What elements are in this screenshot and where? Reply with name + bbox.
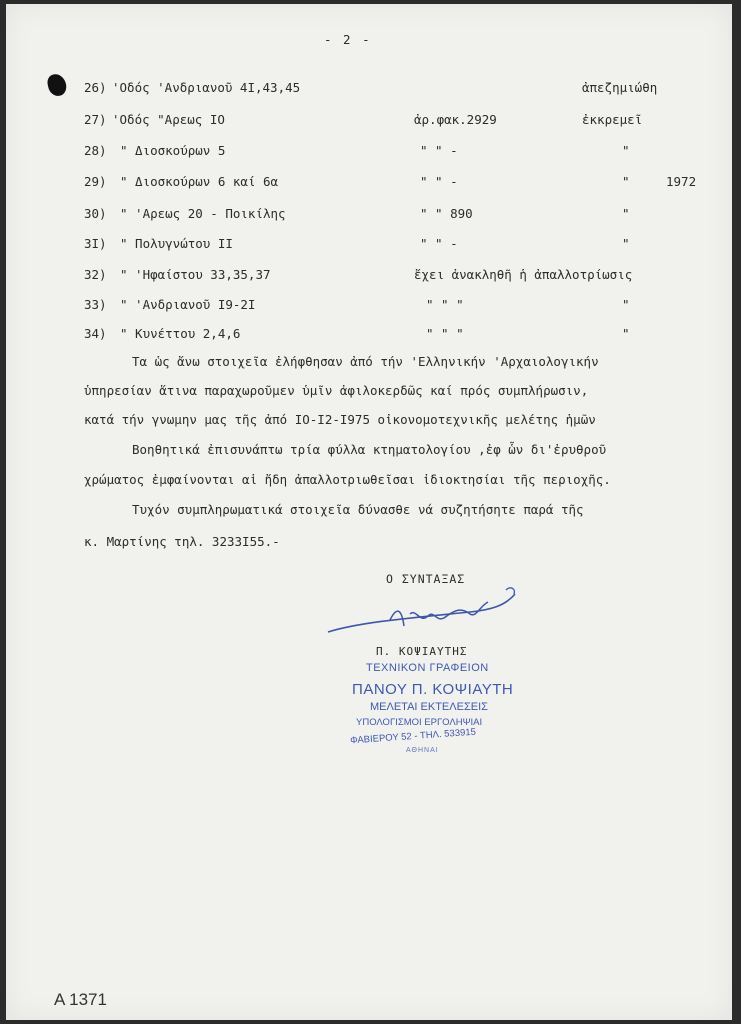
ink-blot [46, 72, 68, 97]
stamp-line: ΠΑΝΟΥ Π. ΚΟΨΙΑΥΤΗ [352, 681, 514, 698]
row-status: " [622, 297, 630, 312]
row-street: " Διοσκούρων 6 καί 6α [120, 174, 279, 189]
stamp-line: ΑΘΗΝΑΙ [406, 747, 439, 754]
row-status: ἐκκρεμεῖ [582, 112, 643, 127]
row-number: 34) [84, 326, 107, 341]
row-number: 30) [84, 206, 107, 221]
row-ref: " " " [426, 297, 464, 312]
row-ref: ἔχει ἀνακληθῆ ἡ ἀπαλλοτρίωσις [414, 267, 633, 282]
row-ref: " " 890 [420, 206, 473, 221]
row-street: " 'Αρεως 20 - Ποικίλης [120, 206, 286, 221]
row-ref: " " - [420, 143, 458, 158]
paragraph-line: χρώματος ἐμφαίνονται αἱ ἤδη ἀπαλλοτριωθεῖσαι ἰδιοκτησίαι τῆς περιοχῆς. [84, 472, 611, 487]
paragraph-line: Βοηθητικά ἐπισυνάπτω τρία φύλλα κτηματολογίου ,ἐφ ὧν δι'ἐρυθροῦ [132, 442, 607, 457]
row-number: 3Ι) [84, 236, 107, 251]
row-number: 29) [84, 174, 107, 189]
row-number: 33) [84, 297, 107, 312]
paragraph-line: ὑπηρεσίαν ἅτινα παραχωροῦμεν ὑμῖν ἀφιλοκερδῶς καί πρός συμπλήρωσιν, [84, 383, 589, 398]
row-street: " 'Ηφαίστου 33,35,37 [120, 267, 271, 282]
row-street: 'Οδός 'Ανδριανοῦ 4Ι,43,45 [112, 80, 301, 95]
paragraph-line: κατά τήν γνωμην μας τῆς ἀπό ΙΟ-Ι2-Ι975 οἰκονομοτεχνικῆς μελέτης ἡμῶν [84, 412, 596, 427]
row-number: 27) [84, 112, 107, 127]
row-ref: ἀρ.φακ.2929 [414, 112, 497, 127]
row-street: " Πολυγνώτου ΙΙ [120, 236, 233, 251]
signatory-name: Π. ΚΟΨΙΑΥΤΗΣ [376, 645, 468, 658]
handwritten-signature [320, 582, 530, 644]
row-number: 28) [84, 143, 107, 158]
row-status: " [622, 174, 630, 189]
row-status: " [622, 143, 630, 158]
row-street: 'Οδός "Αρεως ΙΟ [112, 112, 225, 127]
row-street: " Κυνέττου 2,4,6 [120, 326, 241, 341]
row-ref: " " " [426, 326, 464, 341]
paragraph-line: Τα ὡς ἄνω στοιχεῖα ἐλήφθησαν ἀπό τήν 'Ελληνικήν 'Αρχαιολογικήν [132, 354, 599, 369]
document-page [6, 4, 732, 1020]
row-status: " [622, 236, 630, 251]
row-street: " Διοσκούρων 5 [120, 143, 226, 158]
row-ref: " " - [420, 174, 458, 189]
stamp-line: ΜΕΛΕΤΑΙ ΕΚΤΕΛΕΣΕΙΣ [370, 701, 488, 713]
paragraph-line: κ. Μαρτίνης τηλ. 3233Ι55.- [84, 534, 280, 549]
page-number: - 2 - [324, 32, 372, 47]
stamp-line: ΥΠΟΛΟΓΙΣΜΟΙ ΕΡΓΟΛΗΨΙΑΙ [356, 717, 483, 728]
row-number: 26) [84, 80, 107, 95]
row-street: " 'Ανδριανοῦ Ι9-2Ι [120, 297, 256, 312]
stamp-line: ΤΕΧΝΙΚΟΝ ΓΡΑΦΕΙΟΝ [366, 662, 489, 674]
row-status: " [622, 326, 630, 341]
row-status: ἀπεζημιώθη [582, 80, 658, 95]
row-ref: " " - [420, 236, 458, 251]
row-number: 32) [84, 267, 107, 282]
archive-number: A 1371 [54, 990, 107, 1009]
paragraph-line: Τυχόν συμπληρωματικά στοιχεῖα δύνασθε νά συζητήσητε παρά τῆς [132, 502, 584, 517]
row-year: 1972 [666, 174, 697, 189]
row-status: " [622, 206, 630, 221]
stamp-line: ΦΑΒΙΕΡΟΥ 52 - ΤΗΛ. 533915 [349, 726, 477, 747]
signatory-title: Ο ΣΥΝΤΑΞΑΣ [386, 572, 466, 586]
